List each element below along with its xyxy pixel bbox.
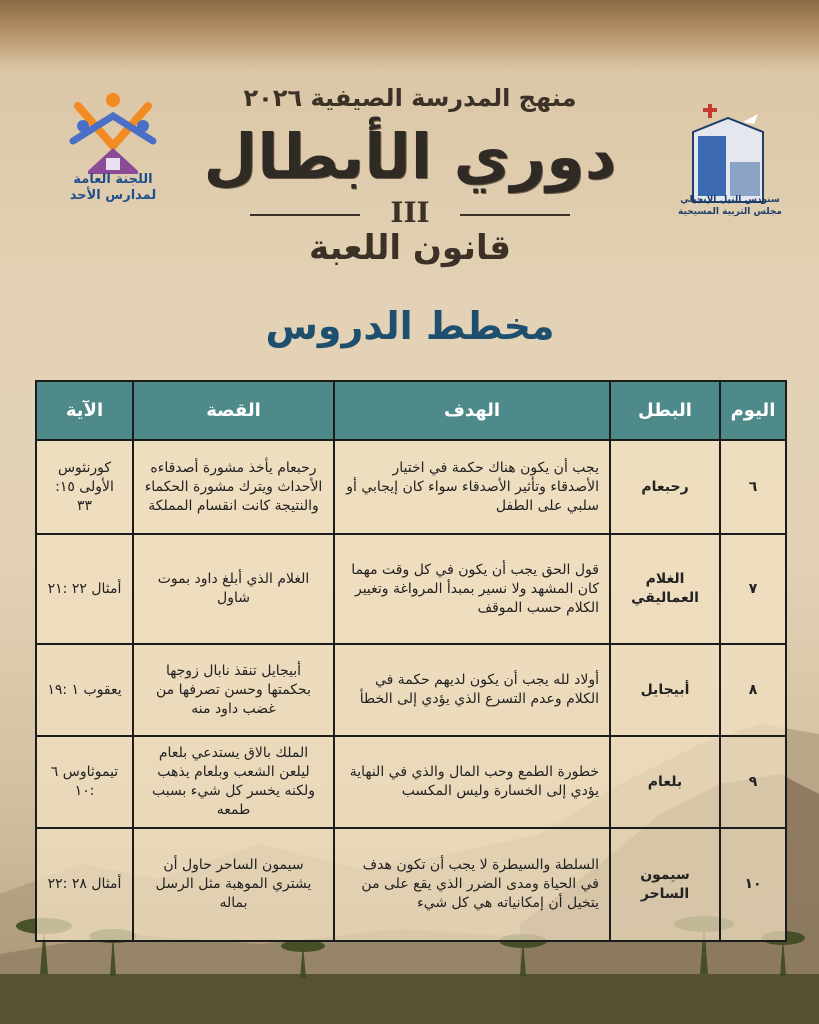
verse-cell: أمثال ٢٨ :٢٢ xyxy=(36,828,133,941)
header-day: اليوم xyxy=(720,381,786,440)
table-row xyxy=(36,828,786,941)
goal-cell: يجب أن يكون هناك حكمة في اختيار الأصدقاء وتأثير الأصدقاء سواء كان إيجابي أو سلبي على الطفل xyxy=(334,440,610,534)
program-number: III xyxy=(360,196,460,229)
hero-cell: سيمون الساحر xyxy=(610,828,720,941)
goal-cell: خطورة الطمع وحب المال والذي في النهاية يؤدي إلى الخسارة وليس المكسب xyxy=(334,736,610,828)
goal-cell: أولاد لله يجب أن يكون لديهم حكمة في الكلام وعدم التسرع الذي يؤدي إلى الخطأ xyxy=(334,644,610,736)
header-story: القصة xyxy=(133,381,334,440)
left-logo-line1: اللجنة العامة xyxy=(73,172,153,187)
table-row xyxy=(36,644,786,736)
day-cell: ٦ xyxy=(720,440,786,534)
table-row xyxy=(36,534,786,644)
day-cell: ٨ xyxy=(720,644,786,736)
day-cell: ٩ xyxy=(720,736,786,828)
right-logo-line1: سنودس النيل الإنجيلي xyxy=(680,195,780,205)
header-goal: الهدف xyxy=(334,381,610,440)
page-title: مخطط الدروس xyxy=(265,304,555,348)
verse-cell: أمثال ٢٢ :٢١ xyxy=(36,534,133,644)
verse-cell: تيموثاوس ٦ :١٠ xyxy=(36,736,133,828)
left-logo-caption xyxy=(48,172,178,204)
verse-cell: كورنثوس الأولى ١٥: ٣٣ xyxy=(36,440,133,534)
verse-cell: يعقوب ١ :١٩ xyxy=(36,644,133,736)
program-tagline: قانون اللعبة xyxy=(309,228,511,268)
curriculum-subtitle: منهج المدرسة الصيفية ٢٠٢٦ xyxy=(243,84,577,112)
torn-paper-edge xyxy=(0,0,819,70)
story-cell: سيمون الساحر حاول أن يشتري الموهبة مثل الرسل بماله xyxy=(133,828,334,941)
hero-cell: أبيجايل xyxy=(610,644,720,736)
goal-cell: السلطة والسيطرة لا يجب أن تكون هدف في الحياة ومدى الضرر الذي يقع على من يتخيل أن إمكانياته هي كل شيء xyxy=(334,828,610,941)
table-row xyxy=(36,440,786,534)
hero-cell: رحبعام xyxy=(610,440,720,534)
goal-cell: قول الحق يجب أن يكون في كل وقت مهما كان المشهد ولا نسير بمبدأ المرواغة وتغيير الكلام حسب الموقف xyxy=(334,534,610,644)
hero-cell: بلعام xyxy=(610,736,720,828)
header-hero: البطل xyxy=(610,381,720,440)
table-row xyxy=(36,736,786,828)
left-logo-line2: لمدارس الأحد xyxy=(69,188,157,203)
story-cell: رحبعام يأخذ مشورة أصدقاءه الأحداث ويترك مشورة الحكماء والنتيجة كانت انقسام المملكة xyxy=(133,440,334,534)
lesson-schedule-table xyxy=(35,380,787,942)
day-cell: ١٠ xyxy=(720,828,786,941)
day-cell: ٧ xyxy=(720,534,786,644)
story-cell: أبيجايل تنقذ نابال زوجها بحكمتها وحسن تصرفها من غضب داود منه xyxy=(133,644,334,736)
hero-cell: الغلام العماليقي xyxy=(610,534,720,644)
right-logo-caption xyxy=(670,194,790,218)
story-cell: الغلام الذي أبلغ داود بموت شاول xyxy=(133,534,334,644)
program-title: دوري الأبطال xyxy=(203,120,617,193)
header-verse: الآية xyxy=(36,381,133,440)
table-header-row xyxy=(36,381,786,440)
story-cell: الملك بالاق يستدعي بلعام ليلعن الشعب وبلعام يذهب ولكنه يخسر كل شيء بسبب طمعه xyxy=(133,736,334,828)
right-logo-line2: مجلس التربية المسيحية xyxy=(678,207,782,217)
